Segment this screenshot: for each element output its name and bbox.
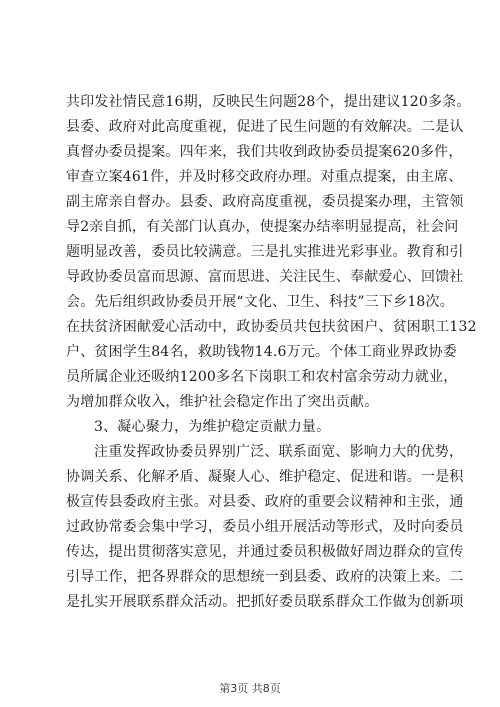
text-line: 导2亲自抓，有关部门认真办，使提案办结率明显提高，社会问 xyxy=(66,219,459,235)
text-line: 过政协常委会集中学习，委员小组开展活动等形式，及时向委员 xyxy=(66,519,464,535)
paragraph-1 xyxy=(66,90,477,415)
text-line: 协调关系、化解矛盾、凝聚人心、维护稳定、促进和谐。一是积 xyxy=(66,469,464,485)
text-line: 共印发社情民意16期，反映民生问题28个，提出建议120多条。 xyxy=(66,94,471,110)
text-line: 县委、政府对此高度重视，促进了民生问题的有效解决。二是认 xyxy=(66,119,464,135)
text-line: 题明显改善，委员比较满意。三是扎实推进光彩事业。教育和引 xyxy=(66,244,464,260)
text-line: 注重发挥政协委员界别广泛、联系面宽、影响力大的优势， xyxy=(94,444,464,460)
text-line: 引导工作，把各界群众的思想统一到县委、政府的决策上来。二 xyxy=(66,569,464,585)
text-line: 为增加群众收入，维护社会稳定作出了突出贡献。 xyxy=(66,394,379,410)
text-line: 导政协委员富而思源、富而思进、关注民生、奉献爱心、回馈社 xyxy=(66,269,464,285)
document-body xyxy=(66,90,477,615)
text-line: 员所属企业还吸纳1200多名下岗职工和农村富余劳动力就业， xyxy=(66,369,458,385)
text-line: 户、贫困学生84名，救助钱物14.6万元。个体工商业界政协委 xyxy=(66,344,457,360)
paragraph-2 xyxy=(66,440,464,615)
text-line: 副主席亲自督办。县委、政府高度重视，委员提案办理，主管领 xyxy=(66,194,464,210)
text-line: 是扎实开展联系群众活动。把抓好委员联系群众工作做为创新项 xyxy=(66,594,464,610)
text-line: 审查立案461件，并及时移交政府办理。对重点提案，由主席、 xyxy=(66,169,463,185)
page-footer: 第3页 共8页 xyxy=(219,682,281,695)
text-line: 会。先后组织政协委员开展“文化、卫生、科技”三下乡18次。 xyxy=(66,294,454,310)
text-line: 真督办委员提案。四年来，我们共收到政协委员提案620多件， xyxy=(66,144,463,160)
text-line: 极宣传县委政府主张。对县委、政府的重要会议精神和主张，通 xyxy=(66,494,464,510)
section-heading-3: 3、凝心聚力，为维护稳定贡献力量。 xyxy=(94,419,331,435)
text-line: 在扶贫济困献爱心活动中，政协委员共包扶贫困户、贫困职工132 xyxy=(66,319,477,335)
text-line: 传达，提出贯彻落实意见，并通过委员积极做好周边群众的宣传 xyxy=(66,544,464,560)
